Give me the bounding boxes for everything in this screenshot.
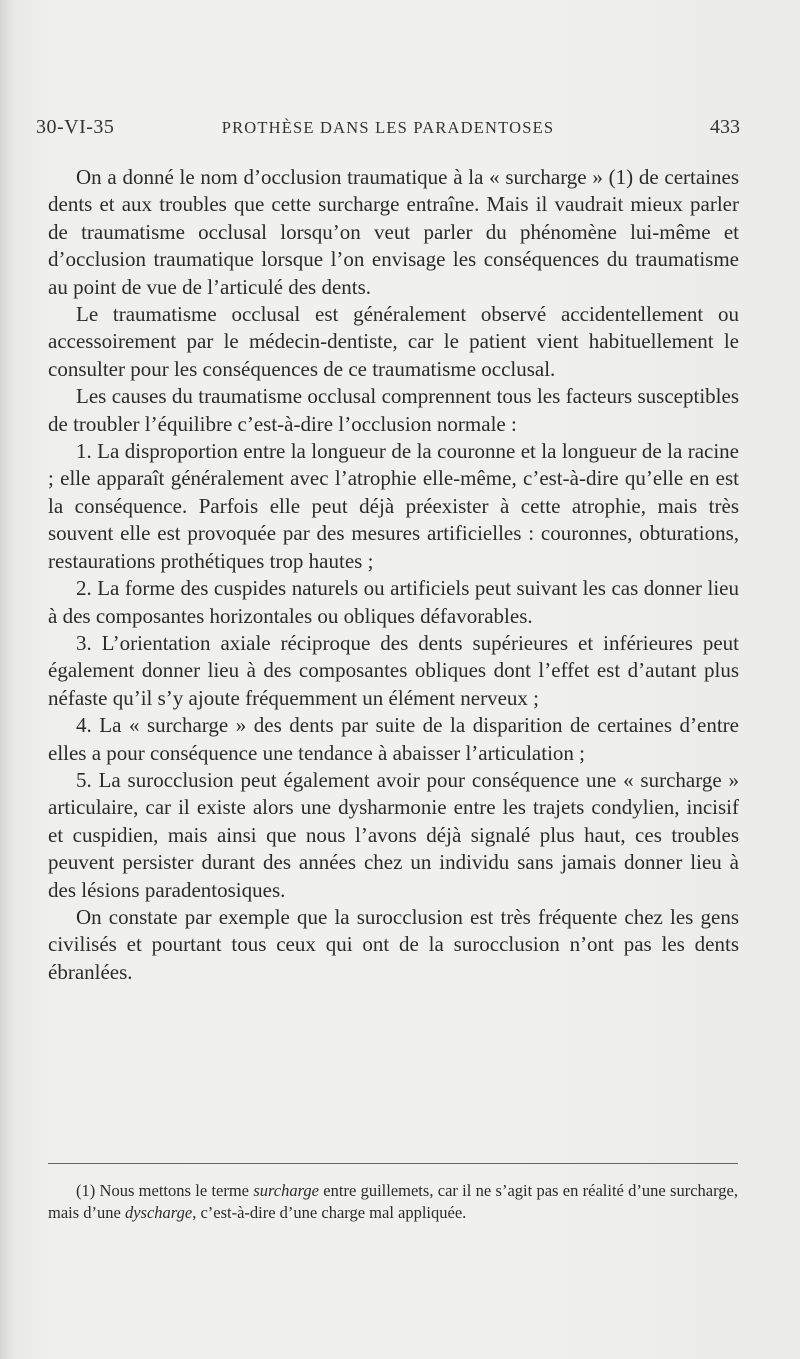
paragraph-observation: Le traumatisme occlusal est généralement observé accidentellement ou accessoirement par le médecin-dentiste, car le patient vient habituellement le consulter pour les conséquences de ce traumatisme occlusal. [48,302,739,381]
footnote-text-part-2: entre guillemets, car il ne s’agit pas en réalité d’une surcharge, mais d’une [48,1181,738,1222]
paragraph-intro: On a donné le nom d’occlusion traumatique à la « surcharge » (1) de certaines dents et aux troubles que cette surcharge entraîne. Mais il vaudrait mieux parler de traumatisme occlusal lorsqu’on veut parler du phénomène lui-même et d’occlusion traumatique lorsque l’on envisage les conséquences du traumatisme au point de vue de l’articulé des dents. [48,165,739,299]
list-item-1: 1. La disproportion entre la longueur de la couronne et la longueur de la racine ; elle apparaît généralement avec l’atrophie elle-même, c’est-à-dire qu’elle en est la conséquence. Parfois elle peut déjà préexister à cette atrophie, mais très souvent elle est provoquée par des mesures artificielles : couronnes, obturations, restaurations prothétiques trop hautes ; [48,439,739,573]
body-text [48,164,739,986]
footnote-marker: (1) [76,1181,96,1200]
list-item-2: 2. La forme des cuspides naturels ou artificiels peut suivant les cas donner lieu à des composantes horizontales ou obliques défavorables. [48,576,739,628]
list-item-3: 3. L’orientation axiale réciproque des dents supérieures et inférieures peut également donner lieu à des composantes obliques dont l’effet est d’autant plus néfaste qu’il s’y ajoute fréquemment un élément nerveux ; [48,630,739,710]
running-head [36,116,740,146]
footnote-term-surcharge: surcharge [253,1181,319,1200]
page-edge-shadow [0,0,14,1359]
paragraph-conclusion: On constate par exemple que la surocclusion est très fréquente chez les gens civilisés et pourtant tous ceux qui ont de la surocclusion n’ont pas les dents ébranlées. [48,904,739,984]
list-item-5: 5. La surocclusion peut également avoir pour conséquence une « surcharge » articulaire, car il existe alors une dysharmonie entre les trajets condylien, incisif et cuspidien, mais ainsi que nous l’avons déjà signalé plus haut, ces troubles peuvent persister durant des années chez un individu sans jamais donner lieu à des lésions paradentosiques. [48,767,739,902]
footnote-text [48,1180,738,1224]
header-title: PROTHÈSE DANS LES PARADENTOSES [221,118,555,137]
page-number: 433 [710,116,740,138]
footnote-divider [48,1163,738,1164]
paragraph-causes: Les causes du traumatisme occlusal comprennent tous les facteurs susceptibles de troubler l’équilibre c’est-à-dire l’occlusion normale : [48,384,739,436]
footnote-text-part-3: , c’est-à-dire d’une charge mal appliquée. [192,1203,467,1222]
list-item-4: 4. La « surcharge » des dents par suite de la disparition de certaines d’entre elles a pour conséquence une tendance à abaisser l’articulation ; [48,713,739,765]
footnote-text-part-1: Nous mettons le terme [95,1181,254,1200]
footnote-term-dyscharge: dyscharge [124,1203,193,1222]
footnote [48,1180,738,1224]
header-date: 30-VI-35 [36,116,115,138]
